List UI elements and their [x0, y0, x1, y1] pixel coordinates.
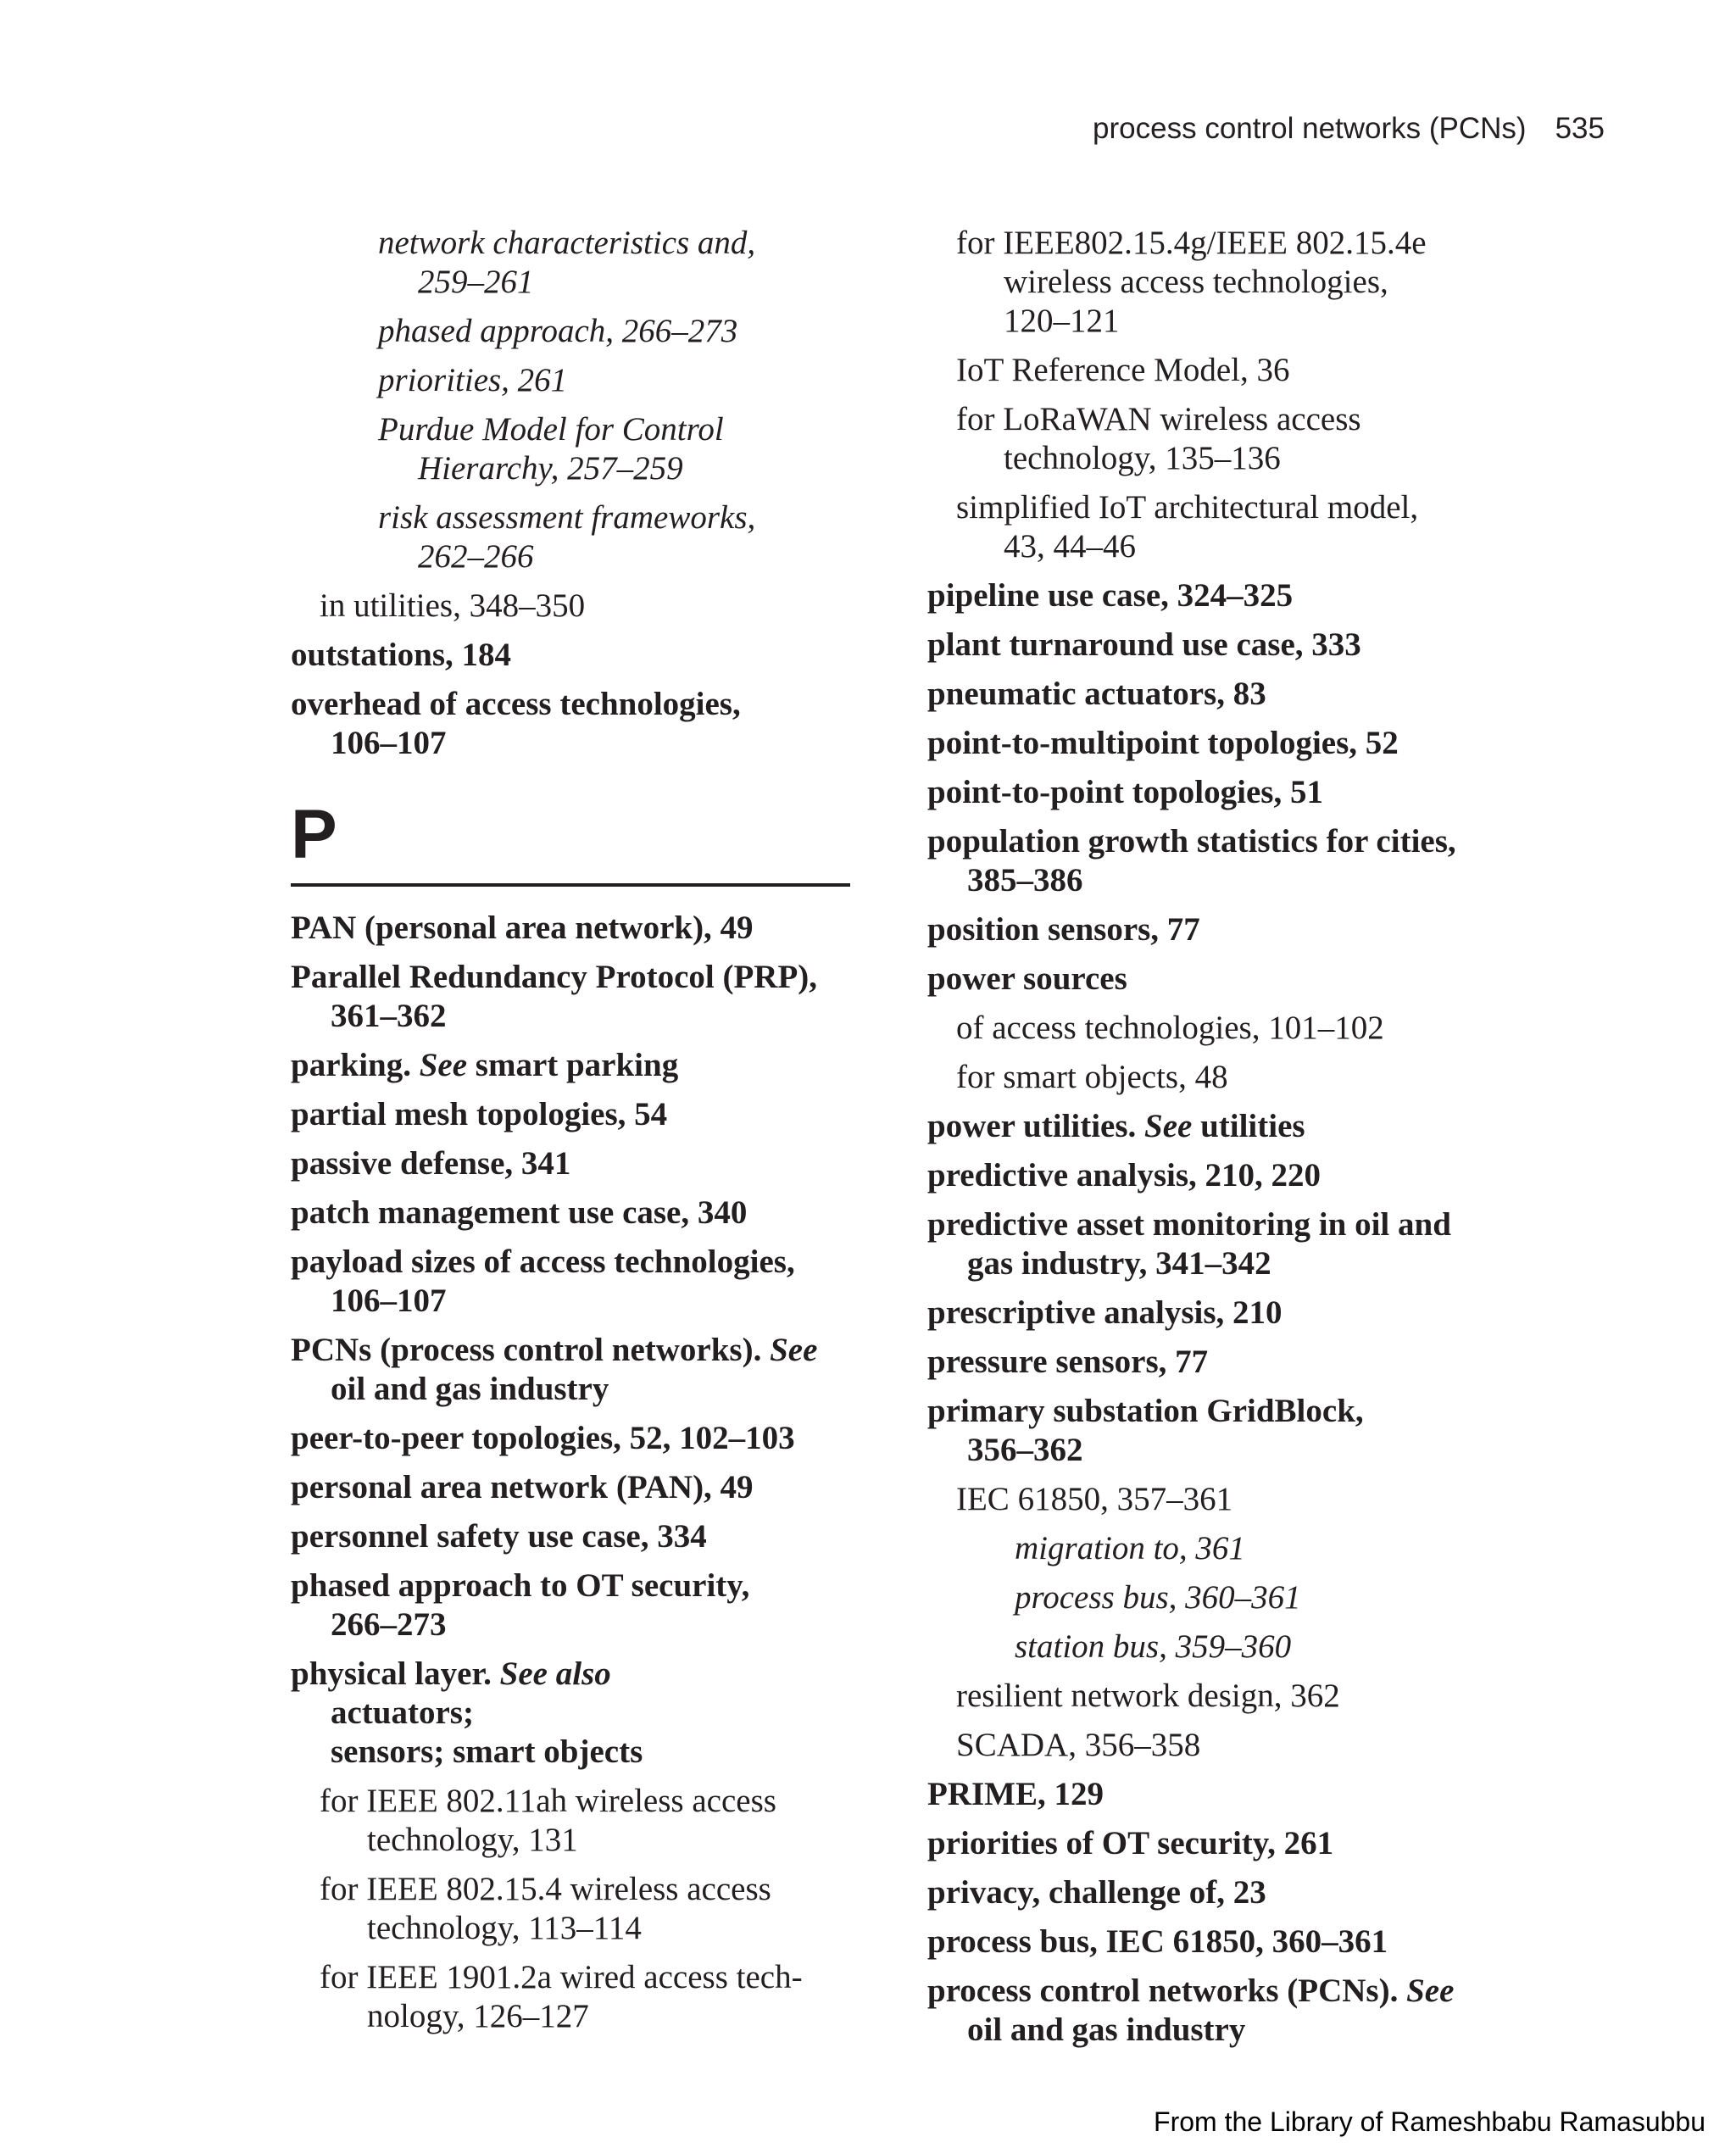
entry-line: [927, 675, 1589, 714]
entry-line: [956, 400, 1589, 439]
entry-text: priorities of OT security, 261: [927, 1825, 1334, 1861]
entry-line-continuation: [291, 1605, 850, 1644]
entry-text: Hierarchy, 257–259: [418, 450, 683, 487]
entry-text: phased approach to OT security,: [291, 1567, 750, 1604]
index-entry: [291, 1517, 850, 1556]
index-entry: [927, 1294, 1589, 1333]
library-footer: From the Library of Rameshbabu Ramasubbu: [1154, 2106, 1705, 2137]
entry-text: actuators;: [331, 1694, 474, 1731]
index-entry: [291, 1194, 850, 1233]
entry-line: [927, 1972, 1589, 2011]
entry-text: predictive asset monitoring in oil and: [927, 1206, 1451, 1243]
entry-line-continuation: [927, 2011, 1589, 2050]
entry-line-continuation: [291, 1733, 850, 1772]
entry-line-continuation: [320, 1909, 850, 1948]
entry-text: process bus, 360–361: [1015, 1579, 1301, 1616]
entry-text: IEC 61850, 357–361: [956, 1481, 1233, 1517]
entry-text: See: [1144, 1108, 1193, 1144]
entry-text: 106–107: [331, 1283, 447, 1319]
entry-text: of access technologies, 101–102: [956, 1010, 1384, 1046]
entry-text: 106–107: [331, 725, 447, 761]
entry-text: privacy, challenge of, 23: [927, 1874, 1266, 1911]
index-entry: [927, 1156, 1589, 1195]
entry-text: prescriptive analysis, 210: [927, 1294, 1283, 1331]
entry-text: See also: [499, 1656, 611, 1692]
entry-line-continuation: [291, 997, 850, 1036]
index-entries-p: [291, 909, 850, 2036]
entry-text: outstations, 184: [291, 637, 512, 673]
index-entry: [927, 1972, 1589, 2050]
entry-line: [378, 498, 850, 537]
entry-line-continuation: [291, 1370, 850, 1409]
entry-text: network characteristics and,: [378, 225, 756, 261]
entry-text: overhead of access technologies,: [291, 686, 741, 722]
index-entry: [291, 312, 850, 351]
entry-text: in utilities, 348–350: [320, 587, 586, 624]
index-entry: [927, 488, 1589, 566]
entry-line: [291, 1243, 850, 1282]
entry-text: power sources: [927, 960, 1127, 997]
entry-line: [927, 626, 1589, 665]
index-entry: [291, 1243, 850, 1321]
entry-text: passive defense, 341: [291, 1145, 571, 1182]
running-head-title: process control networks (PCNs): [1093, 112, 1527, 145]
index-entry: [291, 1095, 850, 1134]
index-entry: [291, 410, 850, 488]
entry-line: [927, 1923, 1589, 1962]
entry-line-continuation: [927, 1244, 1589, 1283]
entry-line: [1015, 1578, 1589, 1617]
entry-line: [927, 1156, 1589, 1195]
entry-text: PAN (personal area network), 49: [291, 910, 754, 946]
entry-line: [291, 1331, 850, 1370]
entry-text: nology, 126–127: [367, 1998, 589, 2034]
entry-text: See: [1406, 1973, 1455, 2009]
index-entry: [291, 1782, 850, 1860]
index-column-left: [291, 224, 850, 2046]
entry-text: wireless access technologies,: [1004, 264, 1388, 300]
entry-text: for IEEE 802.11ah wireless access: [320, 1783, 776, 1819]
entry-text: SCADA, 356–358: [956, 1727, 1201, 1763]
entry-line-continuation: [956, 302, 1589, 341]
entry-line: [927, 773, 1589, 812]
entry-text: 120–121: [1004, 303, 1120, 339]
entry-line-continuation: [927, 1431, 1589, 1470]
entry-text: personnel safety use case, 334: [291, 1518, 707, 1555]
entry-text: patch management use case, 340: [291, 1194, 748, 1231]
entry-text: oil and gas industry: [331, 1371, 609, 1407]
index-entry: [291, 1144, 850, 1183]
entry-text: PRIME, 129: [927, 1776, 1104, 1812]
entry-line-continuation: [291, 724, 850, 763]
entry-text: point-to-point topologies, 51: [927, 774, 1323, 810]
entry-text: predictive analysis, 210, 220: [927, 1157, 1321, 1194]
index-entries-o-continued: [291, 224, 850, 763]
entry-text: physical layer.: [291, 1656, 492, 1692]
entry-line: [956, 1009, 1589, 1048]
index-entry: [927, 1107, 1589, 1146]
index-entry: [927, 960, 1589, 999]
entry-line-continuation: [378, 449, 850, 488]
entry-text: 259–261: [418, 264, 534, 300]
index-entry: [291, 1566, 850, 1644]
index-entry: [927, 1628, 1589, 1667]
entry-text: 43, 44–46: [1004, 528, 1136, 565]
index-entry: [291, 1331, 850, 1409]
entry-text: peer-to-peer topologies, 52, 102–103: [291, 1420, 795, 1456]
entry-line: [927, 1343, 1589, 1382]
entry-line: [956, 1058, 1589, 1097]
entry-line: [320, 587, 850, 626]
index-entry: [927, 1205, 1589, 1283]
index-entry: [927, 1873, 1589, 1912]
entry-line-continuation: [291, 1282, 850, 1321]
entry-line-continuation: [291, 1694, 850, 1733]
entry-text: 262–266: [418, 538, 534, 575]
entry-line: [320, 1958, 850, 1997]
entry-line: [927, 1392, 1589, 1431]
entry-line-continuation: [956, 527, 1589, 566]
entry-line: [291, 909, 850, 948]
entry-text: See: [419, 1047, 468, 1083]
entry-text: for IEEE802.15.4g/IEEE 802.15.4e: [956, 225, 1427, 261]
entry-text: population growth statistics for cities,: [927, 823, 1456, 860]
index-entry: [291, 224, 850, 302]
index-entry: [291, 587, 850, 626]
entry-line: [927, 1873, 1589, 1912]
entry-line: [320, 1782, 850, 1821]
entry-line: [927, 724, 1589, 763]
entry-line: [956, 1480, 1589, 1519]
entry-text: Purdue Model for Control: [378, 411, 724, 448]
index-entry: [291, 909, 850, 948]
index-entry: [291, 958, 850, 1036]
index-entry: [927, 1677, 1589, 1716]
index-entry: [927, 1058, 1589, 1097]
entry-line: [1015, 1529, 1589, 1568]
entry-line: [927, 910, 1589, 949]
section-heading: [291, 796, 850, 887]
index-entry: [927, 576, 1589, 615]
entry-text: for IEEE 1901.2a wired access tech-: [320, 1959, 803, 1995]
running-head: [1093, 112, 1605, 146]
entry-line-continuation: [927, 861, 1589, 900]
entry-text: gas industry, 341–342: [967, 1245, 1271, 1282]
index-entry: [291, 1468, 850, 1507]
entry-text: utilities: [1200, 1108, 1305, 1144]
entry-text: point-to-multipoint topologies, 52: [927, 725, 1399, 761]
entry-text: See: [770, 1332, 818, 1368]
entry-line: [956, 224, 1589, 263]
entry-line: [927, 1205, 1589, 1244]
page-number: 535: [1555, 112, 1605, 145]
entry-text: migration to, 361: [1015, 1530, 1245, 1566]
entry-text: payload sizes of access technologies,: [291, 1244, 795, 1280]
index-entry: [927, 724, 1589, 763]
entry-line: [378, 410, 850, 449]
entry-line: [291, 1468, 850, 1507]
index-entries-p-continued: [927, 224, 1589, 2050]
entry-line-continuation: [378, 537, 850, 576]
entry-line: [956, 488, 1589, 527]
index-entry: [927, 1392, 1589, 1470]
entry-line-continuation: [956, 263, 1589, 302]
entry-line: [291, 1144, 850, 1183]
entry-line: [291, 1046, 850, 1085]
entry-line: [291, 1095, 850, 1134]
entry-line: [927, 822, 1589, 861]
entry-line: [956, 1726, 1589, 1765]
index-column-right: [927, 224, 1589, 2060]
index-entry: [927, 1726, 1589, 1765]
index-entry: [927, 1923, 1589, 1962]
entry-text: partial mesh topologies, 54: [291, 1096, 668, 1132]
index-entry: [927, 1009, 1589, 1048]
entry-line: [927, 576, 1589, 615]
index-entry: [291, 636, 850, 675]
entry-line: [956, 351, 1589, 390]
entry-line: [320, 1870, 850, 1909]
entry-text: plant turnaround use case, 333: [927, 626, 1361, 663]
entry-text: 361–362: [331, 998, 447, 1034]
entry-text: risk assessment frameworks,: [378, 499, 756, 536]
entry-text: parking.: [291, 1047, 411, 1083]
index-entry: [927, 822, 1589, 900]
index-entry: [927, 1578, 1589, 1617]
entry-text: 385–386: [967, 862, 1083, 899]
entry-text: technology, 113–114: [367, 1910, 642, 1946]
index-entry: [927, 1343, 1589, 1382]
index-entry: [291, 1655, 850, 1772]
index-entry: [291, 1958, 850, 2036]
entry-text: for smart objects, 48: [956, 1059, 1228, 1095]
entry-text: process control networks (PCNs).: [927, 1973, 1399, 2009]
entry-text: pressure sensors, 77: [927, 1344, 1209, 1380]
entry-text: simplified IoT architectural model,: [956, 489, 1419, 526]
entry-line: [927, 1824, 1589, 1863]
entry-line: [291, 685, 850, 724]
entry-line: [291, 1194, 850, 1233]
index-entry: [927, 910, 1589, 949]
entry-line: [291, 636, 850, 675]
index-entry: [291, 498, 850, 576]
entry-line: [927, 960, 1589, 999]
entry-text: station bus, 359–360: [1015, 1628, 1292, 1665]
entry-line-continuation: [320, 1821, 850, 1860]
entry-text: phased approach, 266–273: [378, 313, 738, 349]
index-entry: [291, 1419, 850, 1458]
entry-text: position sensors, 77: [927, 911, 1200, 948]
entry-text: personal area network (PAN), 49: [291, 1469, 754, 1505]
entry-line-continuation: [378, 263, 850, 302]
entry-line: [1015, 1628, 1589, 1667]
entry-text: pneumatic actuators, 83: [927, 676, 1266, 712]
index-entry: [927, 1529, 1589, 1568]
index-entry: [927, 1775, 1589, 1814]
entry-line: [378, 224, 850, 263]
entry-text: primary substation GridBlock,: [927, 1393, 1364, 1429]
entry-text: resilient network design, 362: [956, 1678, 1340, 1714]
entry-text: pipeline use case, 324–325: [927, 577, 1294, 614]
index-entry: [927, 224, 1589, 341]
section-letter: P: [291, 796, 337, 873]
entry-text: PCNs (process control networks).: [291, 1332, 762, 1368]
entry-text: oil and gas industry: [967, 2012, 1246, 2048]
entry-text: sensors; smart objects: [331, 1733, 643, 1770]
entry-line: [927, 1107, 1589, 1146]
entry-line: [927, 1775, 1589, 1814]
entry-text: for IEEE 802.15.4 wireless access: [320, 1871, 771, 1907]
entry-text: IoT Reference Model, 36: [956, 352, 1290, 388]
index-entry: [927, 773, 1589, 812]
entry-text: smart parking: [475, 1047, 679, 1083]
entry-line: [956, 1677, 1589, 1716]
entry-line: [291, 1517, 850, 1556]
entry-line: [378, 312, 850, 351]
section-rule: [291, 883, 850, 887]
index-entry: [927, 675, 1589, 714]
index-entry: [291, 361, 850, 400]
entry-line: [291, 1566, 850, 1605]
entry-line: [291, 1419, 850, 1458]
entry-text: 356–362: [967, 1432, 1083, 1468]
entry-text: priorities, 261: [378, 362, 568, 398]
entry-line-continuation: [956, 439, 1589, 478]
entry-line: [291, 958, 850, 997]
index-entry: [291, 685, 850, 763]
index-entry: [291, 1046, 850, 1085]
entry-text: process bus, IEC 61850, 360–361: [927, 1923, 1388, 1960]
entry-line-continuation: [320, 1997, 850, 2036]
index-entry: [291, 1870, 850, 1948]
entry-text: 266–273: [331, 1606, 447, 1643]
index-entry: [927, 351, 1589, 390]
entry-line: [378, 361, 850, 400]
index-entry: [927, 1480, 1589, 1519]
entry-text: power utilities.: [927, 1108, 1137, 1144]
entry-text: technology, 135–136: [1004, 440, 1281, 476]
entry-line: [291, 1655, 850, 1694]
index-entry: [927, 400, 1589, 478]
index-entry: [927, 1824, 1589, 1863]
index-entry: [927, 626, 1589, 665]
entry-text: for LoRaWAN wireless access: [956, 401, 1361, 437]
entry-line: [927, 1294, 1589, 1333]
entry-text: Parallel Redundancy Protocol (PRP),: [291, 959, 818, 995]
entry-text: technology, 131: [367, 1822, 578, 1858]
